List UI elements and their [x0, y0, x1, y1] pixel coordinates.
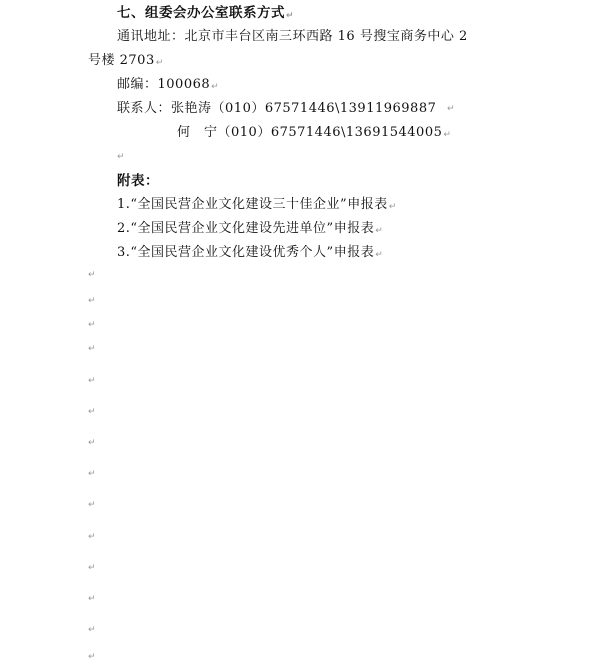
address-line-1: 通讯地址：北京市丰台区南三环西路 16 号搜宝商务中心 2 — [117, 29, 468, 44]
attachment-item: 1.“全国民营企业文化建设三十佳企业”申报表↵ — [117, 197, 397, 212]
paragraph-mark-icon: ↵ — [88, 407, 96, 417]
address-line-2: 号楼 2703↵ — [88, 53, 164, 68]
section-heading: 七、组委会办公室联系方式↵ — [117, 5, 295, 21]
paragraph-mark-icon: ↵ — [88, 438, 96, 448]
paragraph-mark-icon: ↵ — [286, 11, 295, 21]
contact-line-1: 联系人：张艳涛（010）67571446\13911969887 — [117, 101, 437, 116]
paragraph-mark-icon: ↵ — [88, 500, 96, 510]
paragraph-mark-icon: ↵ — [88, 469, 96, 479]
paragraph-mark-icon: ↵ — [88, 594, 96, 604]
paragraph-mark-icon: ↵ — [88, 344, 96, 354]
attachment-item: 3.“全国民营企业文化建设优秀个人”申报表↵ — [117, 245, 384, 260]
paragraph-mark-icon: ↵ — [88, 376, 96, 386]
contact-line-2: 何 宁（010）67571446\13691544005↵ — [177, 125, 452, 140]
paragraph-mark-icon: ↵ — [447, 104, 455, 114]
paragraph-mark-icon: ↵ — [117, 152, 125, 162]
paragraph-mark-icon: ↵ — [88, 270, 96, 280]
paragraph-mark-icon: ↵ — [88, 532, 96, 542]
paragraph-mark-icon: ↵ — [388, 202, 397, 212]
attachments-heading: 附表： — [117, 173, 159, 189]
paragraph-mark-icon: ↵ — [88, 320, 96, 330]
paragraph-mark-icon: ↵ — [88, 563, 96, 573]
paragraph-mark-icon: ↵ — [443, 130, 452, 140]
postcode-line: 邮编：100068↵ — [117, 77, 220, 92]
attachment-item: 2.“全国民营企业文化建设先进单位”申报表↵ — [117, 221, 384, 236]
paragraph-mark-icon: ↵ — [88, 652, 96, 662]
paragraph-mark-icon: ↵ — [88, 625, 96, 635]
paragraph-mark-icon: ↵ — [211, 82, 220, 92]
paragraph-mark-icon: ↵ — [88, 296, 96, 306]
paragraph-mark-icon: ↵ — [375, 250, 384, 260]
paragraph-mark-icon: ↵ — [155, 58, 164, 68]
paragraph-mark-icon: ↵ — [375, 226, 384, 236]
